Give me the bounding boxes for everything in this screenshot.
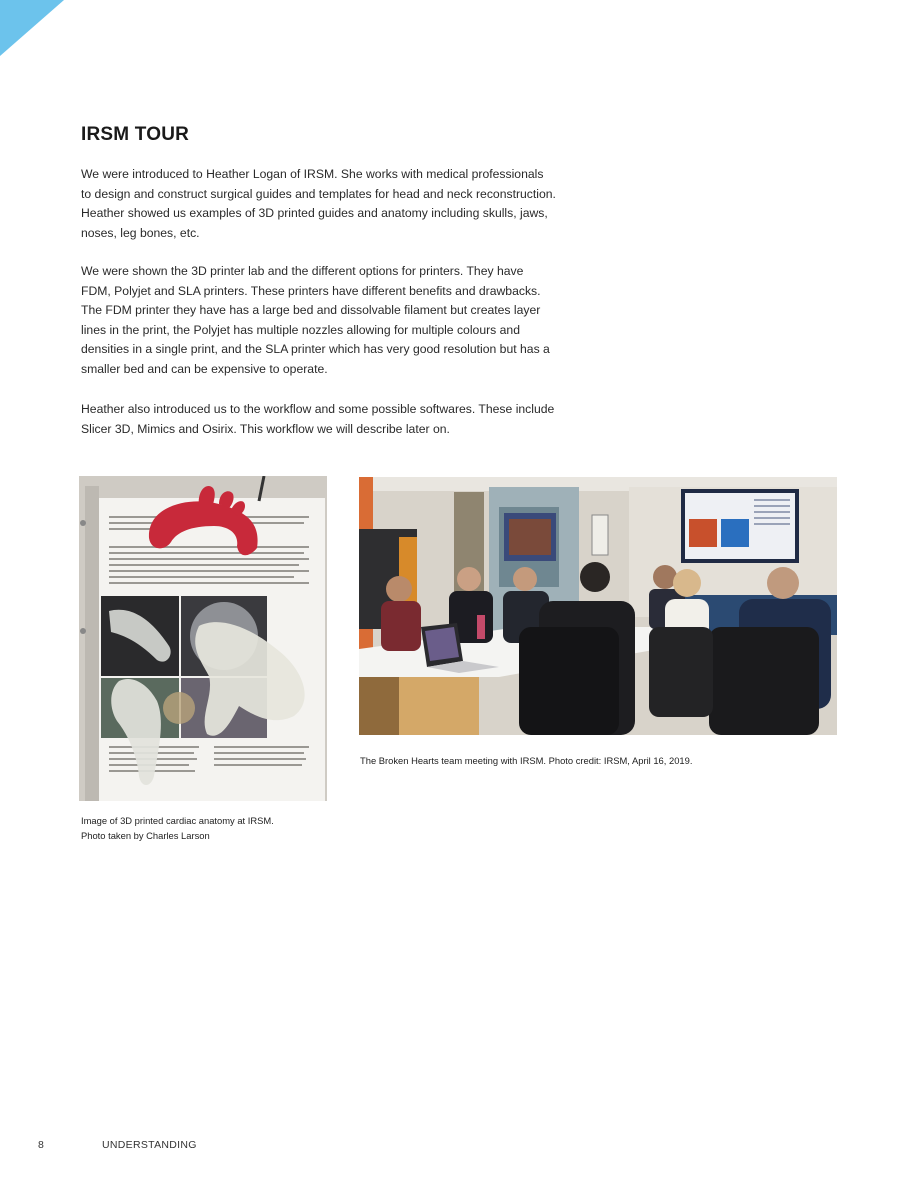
- footer-section-label: UNDERSTANDING: [102, 1139, 197, 1151]
- photo-team-meeting: [359, 477, 837, 735]
- figure-caption-cardiac-anatomy: Image of 3D printed cardiac anatomy at IRSM. Photo taken by Charles Larson: [81, 815, 274, 841]
- corner-accent-triangle: [0, 0, 64, 56]
- body-paragraph-intro: We were introduced to Heather Logan of IRSM. She works with medical professionals to design and construct surgical guides and templates for head and neck reconstruction. Heather showed us examples of 3D printed guides and anatomy including skulls, jaws, noses, leg bones, etc.: [81, 167, 556, 240]
- footer-page-number: 8: [38, 1139, 44, 1151]
- figure-caption-team-meeting: The Broken Hearts team meeting with IRSM. Photo credit: IRSM, April 16, 2019.: [360, 755, 693, 766]
- body-paragraph-printers: We were shown the 3D printer lab and the different options for printers. They have FDM, Polyjet and SLA printers. These printers have different benefits and drawbacks. The FDM printer they have has a large bed and dissolvable filament but creates layer lines in the print, the Polyjet has multiple nozzles allowing for multiple colours and densities in a single print, and the SLA printer which has very good resolution but has a smaller bed and can be expensive to operate.: [81, 264, 550, 376]
- body-paragraph-workflow: Heather also introduced us to the workflow and some possible softwares. These include Slicer 3D, Mimics and Osirix. This workflow we will describe later on.: [81, 402, 555, 436]
- photo-3d-printed-cardiac-anatomy: [79, 476, 327, 801]
- section-title: IRSM TOUR: [81, 124, 190, 145]
